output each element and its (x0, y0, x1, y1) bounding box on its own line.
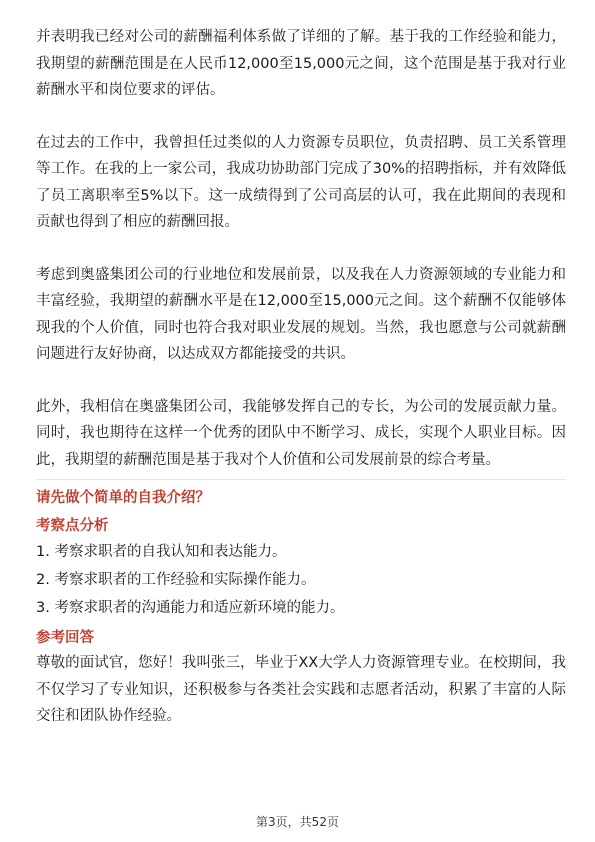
paragraph-salary-expectation: 并表明我已经对公司的薪酬福利体系做了详细的了解。基于我的工作经验和能力，我期望的薪酬范围是在人民币12,000至15,000元之间，这个范围是基于我对行业薪酬水平和岗位要求的评估。 (36, 29, 566, 98)
paragraph-past-experience: 在过去的工作中，我曾担任过类似的人力资源专员职位，负责招聘、员工关系管理等工作。在我的上一家公司，我成功协助部门完成了30%的招聘指标，并有效降低了员工离职率至5%以下。这一成绩得到了公司高层的认可，我在此期间的表现和贡献也得到了相应的薪酬回报。 (36, 134, 566, 230)
page-number: 第3页，共52页 (256, 815, 339, 829)
analysis-title: 考察点分析 (36, 518, 109, 534)
question-title: 请先做个简单的自我介绍？ (36, 490, 210, 506)
paragraph-additional: 此外，我相信在奥盛集团公司，我能够发挥自己的专长，为公司的发展贡献力量。同时，我也期待在这样一个优秀的团队中不断学习、成长，实现个人职业目标。因此，我期望的薪酬范围是基于我对个人价值和公司发展前景的综合考量。 (36, 398, 566, 468)
section-divider (36, 479, 566, 480)
document-page (36, 24, 566, 730)
analysis-item: 3. 考察求职者的沟通能力和适应新环境的能力。 (36, 600, 345, 616)
answer-title: 参考回答 (36, 630, 94, 646)
analysis-item: 1. 考察求职者的自我认知和表达能力。 (36, 544, 287, 560)
answer-text: 尊敬的面试官，您好！我叫张三，毕业于XX大学人力资源管理专业。在校期间，我不仅学习了专业知识，还积极参与各类社会实践和志愿者活动，积累了丰富的人际交往和团队协作经验。 (36, 655, 566, 724)
analysis-item: 2. 考察求职者的工作经验和实际操作能力。 (36, 572, 316, 588)
paragraph-company-consideration: 考虑到奥盛集团公司的行业地位和发展前景，以及我在人力资源领域的专业能力和丰富经验，我期望的薪酬水平是在12,000至15,000元之间。这个薪酬不仅能够体现我的个人价值，同时也符合我对职业发展的规划。当然，我也愿意与公司就薪酬问题进行友好协商，以达成双方都能接受的共识。 (36, 266, 566, 362)
